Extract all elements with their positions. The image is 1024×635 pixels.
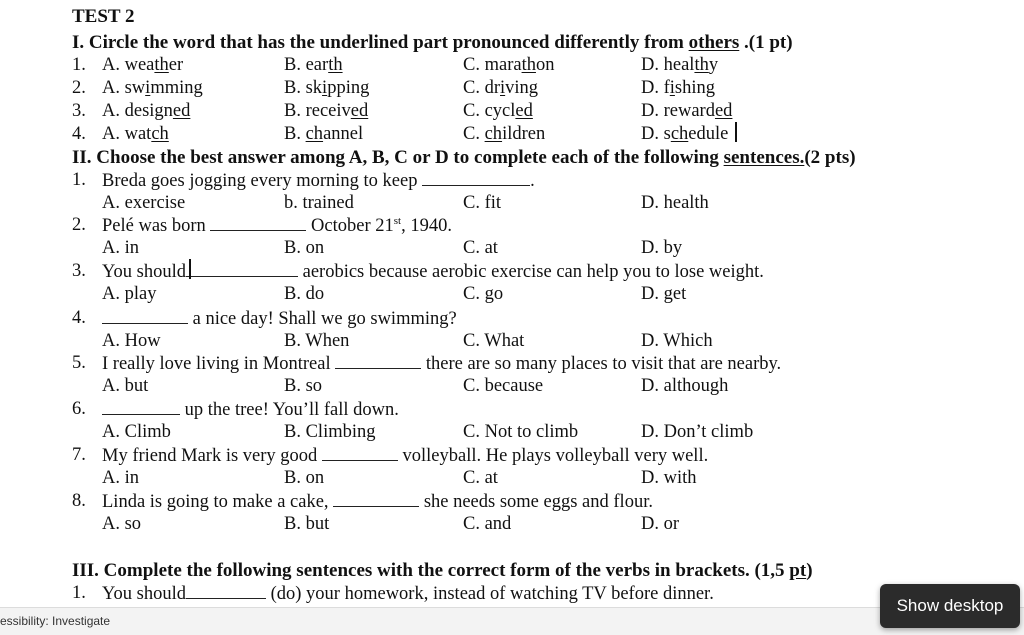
s1-option-underlined: ed	[350, 101, 369, 121]
s1-option-underlined: ch	[305, 124, 324, 144]
s1-option-text: on	[535, 55, 555, 75]
text-cursor	[189, 259, 191, 279]
s1-option-text: y	[708, 55, 719, 75]
s1-option[interactable]	[102, 102, 190, 121]
q8-blank[interactable]	[333, 492, 419, 507]
s1-option-underlined: ed	[515, 101, 533, 121]
q8-stem	[102, 492, 653, 512]
q4-option[interactable]: A. How	[102, 331, 161, 351]
q1-number: 1.	[72, 170, 86, 190]
q3-option[interactable]: B. do	[284, 284, 325, 304]
s1-option[interactable]	[463, 56, 554, 75]
s1-option-text: B. sk	[284, 78, 323, 98]
doc-title: TEST 2	[72, 6, 135, 27]
section-1-heading-text: I. Circle the word that has the underlined part pronounced differently from	[72, 32, 689, 53]
s1-option[interactable]	[284, 79, 369, 98]
section-2-heading-text: II. Choose the best answer among A, B, C or D to complete each of the following	[72, 147, 724, 168]
q2-text-a: Pelé was born	[102, 216, 206, 237]
s1-option-underlined: th	[521, 55, 536, 75]
q5-option[interactable]: C. because	[463, 376, 544, 396]
s1-option[interactable]	[102, 79, 203, 98]
s1-item-number: 4.	[72, 124, 86, 144]
status-bar	[0, 607, 1024, 635]
q3-number: 3.	[72, 261, 86, 281]
s1-option-text: B. receiv	[284, 101, 351, 121]
q4-option[interactable]: D. Which	[641, 331, 713, 351]
q5-stem	[102, 354, 781, 374]
q4-number: 4.	[72, 308, 86, 328]
s1-option-text: D. reward	[641, 101, 715, 121]
q1-option[interactable]: A. exercise	[102, 193, 186, 213]
s1-option-text: B.	[284, 124, 306, 144]
s1-option[interactable]	[641, 125, 728, 144]
s1-option-text: A. sw	[102, 78, 146, 98]
q6-text-b: up the tree! You’ll fall down.	[184, 400, 399, 420]
q7-text-b: volleyball. He plays volleyball very well.	[402, 446, 709, 466]
s1-option[interactable]	[463, 102, 533, 121]
q3-blank[interactable]	[186, 262, 298, 277]
q8-text-a: Linda is going to make a cake,	[102, 492, 329, 512]
q6-number: 6.	[72, 399, 86, 419]
s1-option-underlined: ed	[172, 101, 191, 121]
s1-option-text: D. f	[641, 78, 670, 98]
text-cursor	[735, 122, 737, 142]
q2-superscript: st	[393, 215, 402, 227]
s1-option-underlined: th	[328, 55, 343, 75]
s1-option[interactable]	[284, 125, 363, 144]
s1-option-text: edule	[688, 124, 729, 144]
q3-option[interactable]: D. get	[641, 284, 687, 304]
q7-option[interactable]: C. at	[463, 468, 498, 488]
s1-option-underlined: ed	[714, 101, 733, 121]
q7-blank[interactable]	[322, 446, 398, 461]
s1-option-text: C. cycl	[463, 101, 516, 121]
q2-option[interactable]: A. in	[102, 238, 139, 258]
s1-option-text: shing	[674, 78, 716, 98]
section-1-heading	[72, 33, 793, 52]
accessibility-status[interactable]: essibility: Investigate	[0, 614, 111, 628]
s1-option-underlined: ch	[151, 124, 169, 144]
s1-option-text: er	[168, 55, 184, 75]
q1-text-b: .	[530, 171, 535, 191]
q1-option[interactable]: C. fit	[463, 193, 502, 213]
s1-option-text: annel	[323, 124, 364, 144]
q4-option[interactable]: B. When	[284, 331, 350, 351]
s1-option-underlined: th	[694, 55, 709, 75]
s1-option-text: ving	[505, 78, 539, 98]
s1-option-underlined: i	[322, 78, 328, 98]
s1-option-text: A. design	[102, 101, 173, 121]
q4-stem	[102, 309, 457, 329]
q5-text-b: there are so many places to visit that are nearby.	[425, 354, 782, 374]
q3-option[interactable]: A. play	[102, 284, 157, 304]
section-2-heading-underlined: sentences.	[723, 147, 805, 168]
q2-blank[interactable]	[210, 216, 306, 231]
q8-option[interactable]: D. or	[641, 514, 680, 534]
s1-option-text: A. wat	[102, 124, 152, 144]
q5-blank[interactable]	[335, 354, 421, 369]
q8-option[interactable]: B. but	[284, 514, 330, 534]
q2-option[interactable]: C. at	[463, 238, 498, 258]
show-desktop-label: Show desktop	[896, 596, 1004, 615]
q1-text-a: Breda goes jogging every morning to keep	[102, 171, 418, 191]
section-3-heading-points: )	[806, 560, 813, 581]
q8-option[interactable]: A. so	[102, 514, 142, 534]
q4-text-b: a nice day! Shall we go swimming?	[192, 309, 457, 329]
section-2-heading-points: (2 pts)	[804, 147, 856, 168]
q2-option[interactable]: B. on	[284, 238, 325, 258]
section-1-heading-points: .(1 pt)	[739, 32, 793, 53]
q6-option[interactable]: C. Not to climb	[463, 422, 579, 442]
q8-option[interactable]: C. and	[463, 514, 512, 534]
s1-option-text: mming	[150, 78, 203, 98]
show-desktop-tooltip	[880, 584, 1020, 628]
q7-stem	[102, 446, 708, 466]
s1-option[interactable]	[641, 56, 718, 75]
s3-q1-blank[interactable]	[186, 584, 266, 599]
s3-q1-text-a: You should	[102, 584, 186, 604]
q1-option[interactable]: D. health	[641, 193, 709, 213]
s1-option-underlined: th	[154, 55, 169, 75]
q6-blank[interactable]	[102, 400, 180, 415]
q6-stem	[102, 400, 399, 420]
s1-option-text: D. heal	[641, 55, 695, 75]
q6-option[interactable]: A. Climb	[102, 422, 171, 442]
s1-option[interactable]	[463, 79, 538, 98]
s1-option[interactable]	[641, 102, 732, 121]
s1-option-text: A. wea	[102, 55, 155, 75]
section-3-heading-underlined: pt	[789, 560, 807, 581]
section-1-heading-underlined: others	[688, 32, 740, 53]
s1-item-number: 3.	[72, 101, 86, 121]
s3-q1-text-b: (do) your homework, instead of watching TV before dinner.	[270, 584, 714, 604]
s1-option-text: ildren	[502, 124, 546, 144]
q1-stem	[102, 171, 535, 191]
s1-option-text: C.	[463, 124, 485, 144]
q7-option[interactable]: D. with	[641, 468, 697, 488]
section-3-heading-text: III. Complete the following sentences with the correct form of the verbs in brackets. (1,5	[72, 560, 790, 581]
s1-option-underlined: i	[669, 78, 675, 98]
q1-option[interactable]: b. trained	[284, 193, 354, 213]
s1-option[interactable]	[284, 102, 368, 121]
q7-option[interactable]: B. on	[284, 468, 325, 488]
q3-text-a: You should	[102, 262, 186, 282]
section-3-heading	[72, 561, 813, 580]
s1-option-underlined: i	[500, 78, 506, 98]
q1-blank[interactable]	[422, 171, 530, 186]
s3-q1-number: 1.	[72, 583, 86, 603]
q7-text-a: My friend Mark is very good	[102, 446, 318, 466]
q3-option[interactable]: C. go	[463, 284, 504, 304]
q7-number: 7.	[72, 445, 86, 465]
q8-number: 8.	[72, 491, 86, 511]
s1-option[interactable]	[284, 56, 343, 75]
q5-option[interactable]: A. but	[102, 376, 149, 396]
q2-number: 2.	[72, 215, 86, 235]
s1-item-number: 2.	[72, 78, 86, 98]
s1-option-text: pping	[327, 78, 370, 98]
s1-option[interactable]	[102, 56, 183, 75]
q8-text-b: she needs some eggs and flour.	[423, 492, 653, 512]
q2-option[interactable]: D. by	[641, 238, 683, 258]
s1-option-underlined: i	[145, 78, 151, 98]
q6-option[interactable]: B. Climbing	[284, 422, 376, 442]
s3-q1-stem	[102, 584, 714, 604]
s1-item-number: 1.	[72, 55, 86, 75]
s1-option-text: D. s	[641, 124, 671, 144]
q3-text-b: aerobics because aerobic exercise can help you to lose weight.	[302, 262, 764, 282]
s1-option-underlined: ch	[484, 124, 503, 144]
q4-option[interactable]: C. What	[463, 331, 525, 351]
s1-option-text: B. ear	[284, 55, 329, 75]
s1-option-text: C. dr	[463, 78, 500, 98]
q5-number: 5.	[72, 353, 86, 373]
q5-text-a: I really love living in Montreal	[102, 354, 331, 374]
q4-blank[interactable]	[102, 309, 188, 324]
q2-text-b: October 21	[311, 216, 394, 237]
s1-option[interactable]	[102, 125, 169, 144]
section-2-heading	[72, 148, 856, 167]
s1-option-underlined: ch	[670, 124, 689, 144]
q3-stem	[102, 262, 764, 282]
q6-option[interactable]: D. Don’t climb	[641, 422, 754, 442]
q2-stem	[102, 216, 452, 236]
q5-option[interactable]: D. although	[641, 376, 729, 396]
s1-option[interactable]	[641, 79, 715, 98]
s1-option[interactable]	[463, 125, 545, 144]
q2-text-c: , 1940.	[401, 216, 452, 237]
s1-option-text: C. mara	[463, 55, 522, 75]
q5-option[interactable]: B. so	[284, 376, 323, 396]
q7-option[interactable]: A. in	[102, 468, 139, 488]
